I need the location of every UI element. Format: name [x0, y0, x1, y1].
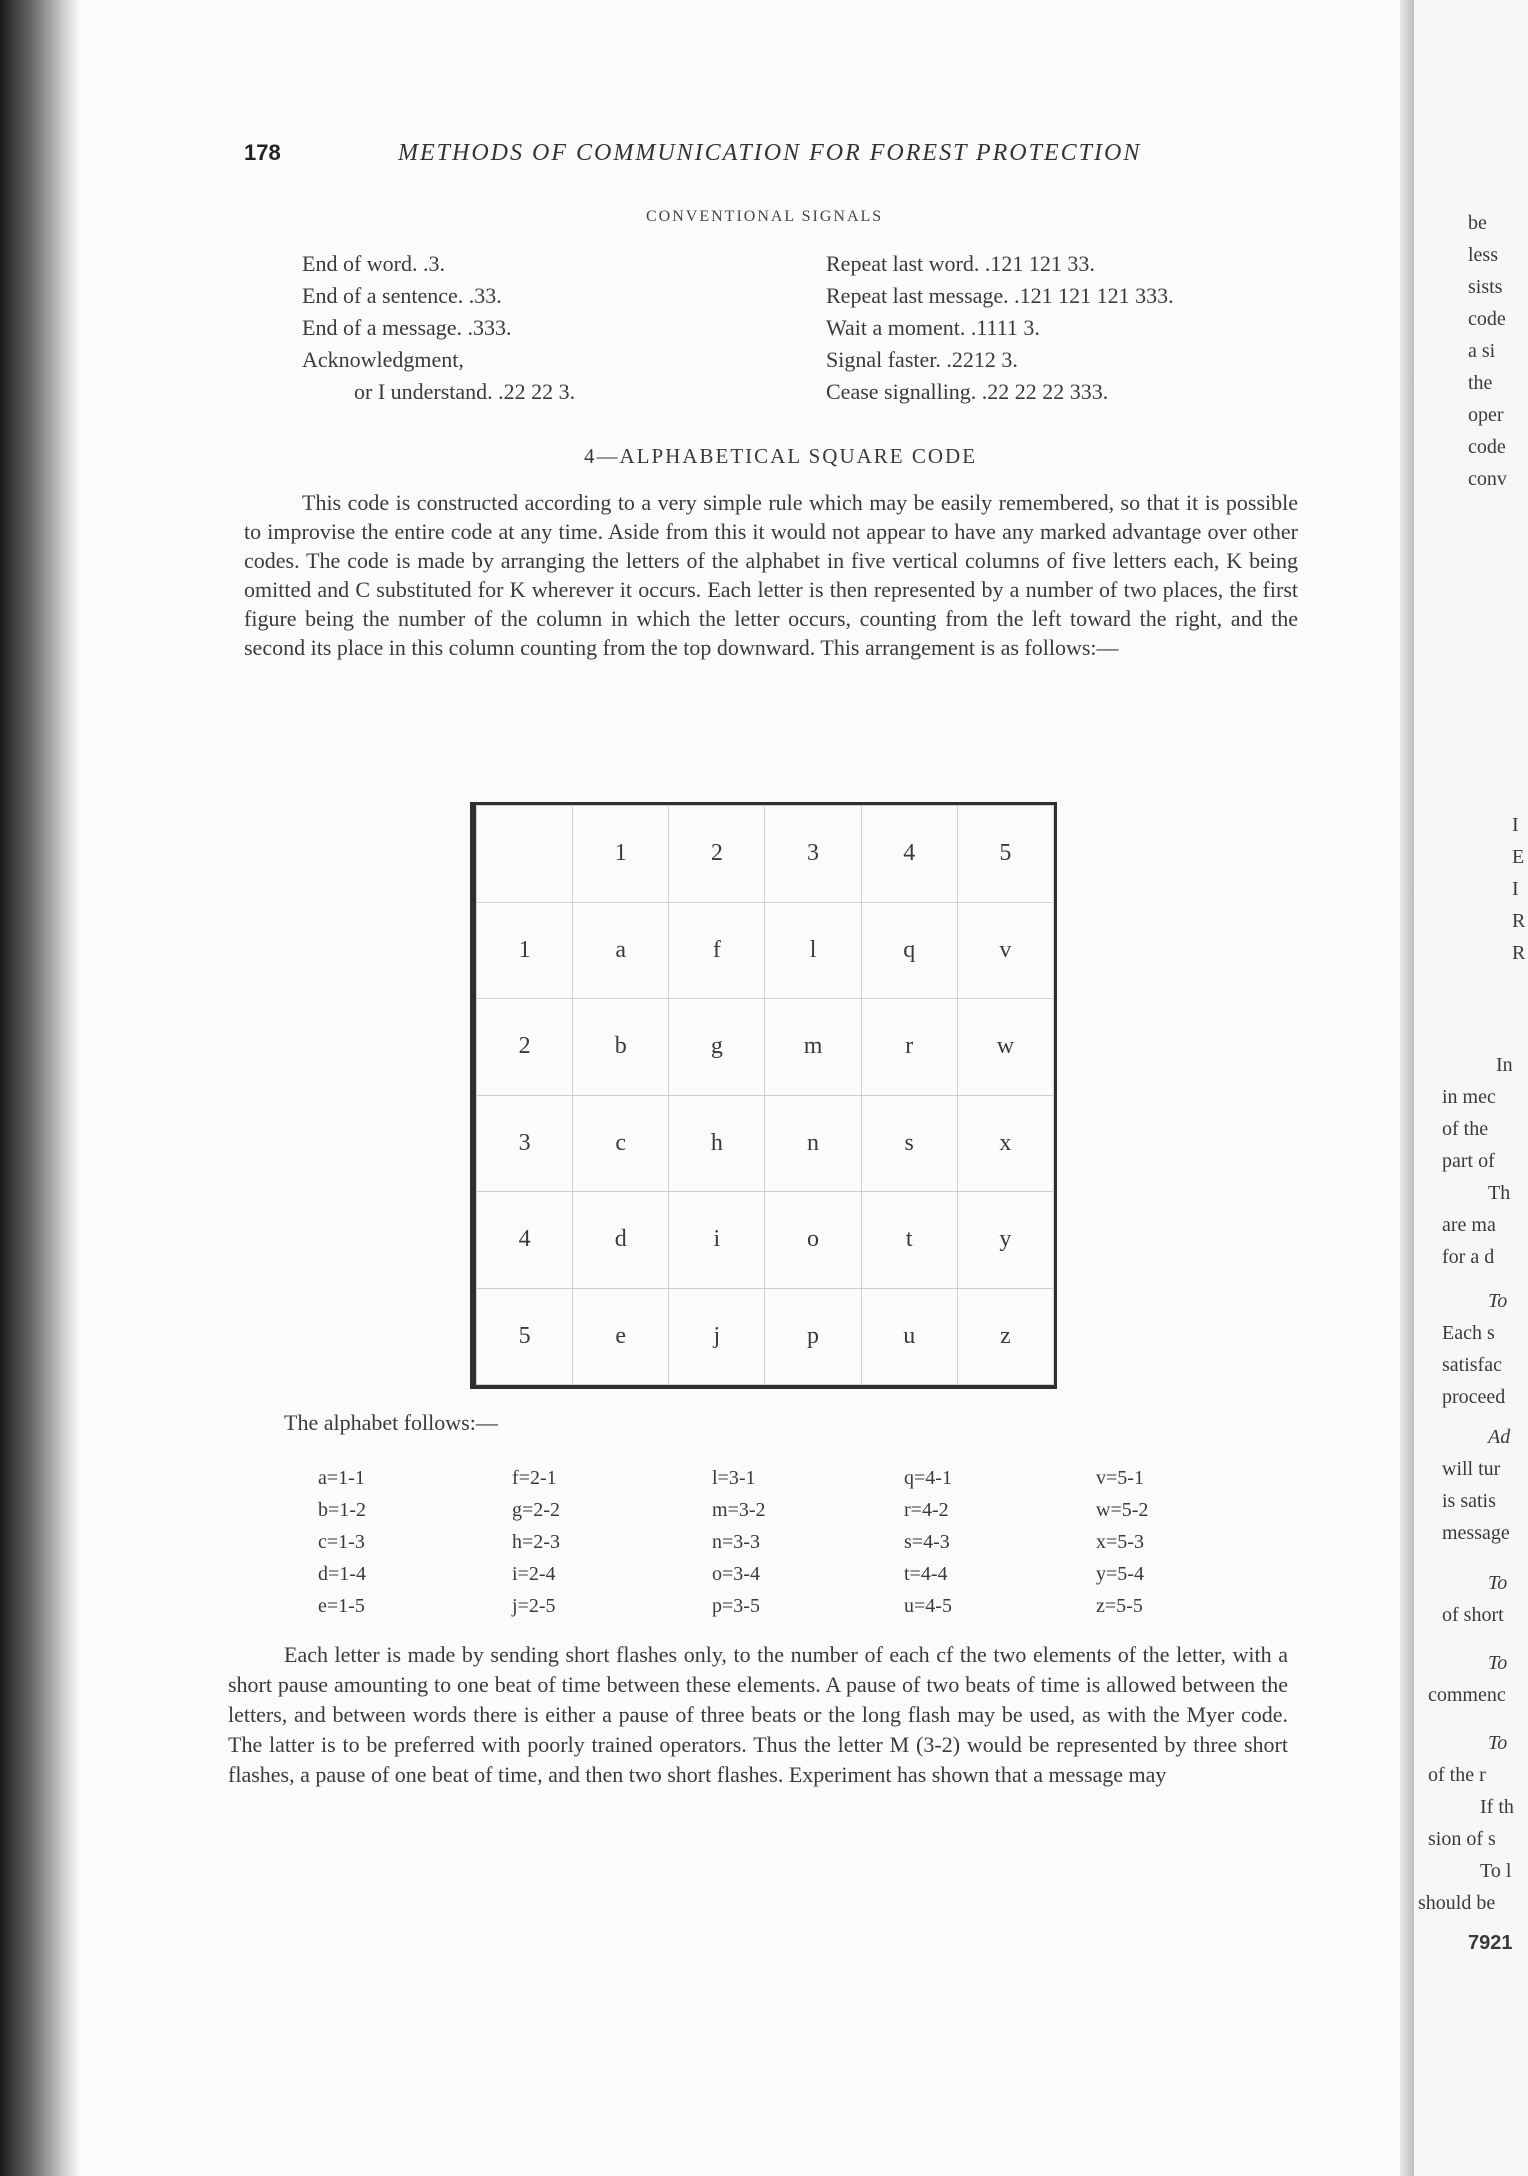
alphabet-entry: x=5-3 [1096, 1531, 1144, 1553]
alphabet-entry: b=1-2 [318, 1499, 366, 1521]
signal-entry: End of word. .3. [302, 251, 445, 276]
right-page-fragment: Th [1488, 1182, 1511, 1204]
right-page-fragment: of the [1442, 1118, 1489, 1140]
alphabet-column [1096, 1462, 1148, 1622]
alphabet-entry: n=3-3 [712, 1531, 760, 1553]
grid-row [477, 999, 1054, 1096]
grid-header-row [477, 806, 1054, 903]
grid-row-number: 1 [477, 902, 573, 999]
right-page-fragment: proceed [1442, 1386, 1506, 1408]
right-page-fragment: are ma [1442, 1214, 1496, 1236]
alphabet-entry: z=5-5 [1096, 1595, 1143, 1617]
signal-entry: Repeat last message. .121 121 121 333. [826, 283, 1174, 308]
right-page-fragment: conv [1468, 468, 1507, 490]
intro-paragraph [244, 488, 1298, 662]
alphabet-intro: The alphabet follows:— [284, 1410, 498, 1435]
right-page-fragment: message [1442, 1522, 1510, 1544]
signal-entry: Acknowledgment, [302, 347, 464, 372]
signals-left-column [302, 248, 575, 408]
alphabet-entry: e=1-5 [318, 1595, 365, 1617]
alphabet-entry: h=2-3 [512, 1531, 560, 1553]
grid-letter: o [765, 1192, 861, 1289]
alphabet-entry: s=4-3 [904, 1531, 950, 1553]
signals-right-column [826, 248, 1174, 408]
right-page-fragment: To [1488, 1290, 1508, 1312]
right-page-fragment: To [1488, 1652, 1508, 1674]
grid-column-number: 5 [957, 806, 1053, 903]
alphabet-entry: j=2-5 [512, 1595, 556, 1617]
grid-letter: u [861, 1288, 957, 1385]
grid-letter: j [669, 1288, 765, 1385]
right-page-fragment: sion of s [1428, 1828, 1496, 1850]
alphabet-entry: g=2-2 [512, 1499, 560, 1521]
alphabet-entry: w=5-2 [1096, 1499, 1149, 1521]
grid-row-number: 4 [477, 1192, 573, 1289]
grid-letter: i [669, 1192, 765, 1289]
right-page-fragment: oper [1468, 404, 1504, 426]
right-page-fragment: If th [1480, 1796, 1514, 1818]
grid-row-number: 2 [477, 999, 573, 1096]
signal-entry: Wait a moment. .1111 3. [826, 315, 1040, 340]
right-page-fragment: code [1468, 436, 1506, 458]
grid-cell [477, 806, 573, 903]
running-head: METHODS OF COMMUNICATION FOR FOREST PROTECTION [398, 140, 1142, 166]
right-page-fragment: I [1512, 878, 1519, 900]
book-gutter [1400, 0, 1414, 2176]
square-code-grid [470, 802, 1057, 1389]
right-page-fragment: Ad [1488, 1426, 1511, 1448]
alphabet-entry: t=4-4 [904, 1563, 948, 1585]
right-page-fragment: in mec [1442, 1086, 1496, 1108]
alphabet-column [904, 1462, 952, 1622]
right-page-fragment: should be [1418, 1892, 1496, 1914]
right-page-fragment: sists [1468, 276, 1503, 298]
book-edge-shadow [0, 0, 80, 2176]
right-page-fragment: In [1496, 1054, 1513, 1076]
signal-entry: Signal faster. .2212 3. [826, 347, 1018, 372]
grid-row [477, 902, 1054, 999]
right-page-fragment: for a d [1442, 1246, 1495, 1268]
right-page [1414, 0, 1528, 2176]
code-grid-table [476, 805, 1054, 1385]
grid-column-number: 2 [669, 806, 765, 903]
right-page-fragment: To [1488, 1572, 1508, 1594]
grid-letter: v [957, 902, 1053, 999]
right-page-fragment: is satis [1442, 1490, 1496, 1512]
alphabet-entry: l=3-1 [712, 1467, 756, 1489]
grid-letter: g [669, 999, 765, 1096]
right-page-fragment: To l [1480, 1860, 1512, 1882]
grid-row-number: 5 [477, 1288, 573, 1385]
alphabet-column [318, 1462, 366, 1622]
signal-entry: End of a message. .333. [302, 315, 512, 340]
grid-letter: e [573, 1288, 669, 1385]
grid-letter: w [957, 999, 1053, 1096]
intro-text: This code is constructed according to a very simple rule which may be easily remembered, so that it is possible to improvise the entire code at any time. Aside from this it would not appear to have any marked advantage over other codes. The code is made by arranging the letters of the alphabet in five vertical columns of five letters each, K being omitted and C substituted for K wherever it occurs. Each letter is then represented by a number of two places, the first figure being the number of the column in which the letter occurs, counting from the left toward the right, and the second its place in this column counting from the top downward. This arrangement is as follows:— [244, 490, 1298, 660]
right-page-fragment: commenc [1428, 1684, 1506, 1706]
alphabet-entry: r=4-2 [904, 1499, 949, 1521]
alphabet-entry: d=1-4 [318, 1563, 366, 1585]
grid-letter: z [957, 1288, 1053, 1385]
right-page-fragment: will tur [1442, 1458, 1501, 1480]
right-page-fragment: Each s [1442, 1322, 1495, 1344]
right-page-fragment: be [1468, 212, 1487, 234]
narrative-paragraph [228, 1640, 1288, 1790]
right-page-fragment: of short [1442, 1604, 1504, 1626]
grid-letter: q [861, 902, 957, 999]
grid-row [477, 1288, 1054, 1385]
right-page-fragment: satisfac [1442, 1354, 1502, 1376]
grid-column-number: 4 [861, 806, 957, 903]
alphabet-entry: u=4-5 [904, 1595, 952, 1617]
right-page-fragment: 7921 [1468, 1932, 1513, 1954]
grid-letter: a [573, 902, 669, 999]
right-page-fragment: the [1468, 372, 1493, 394]
grid-letter: s [861, 1095, 957, 1192]
grid-letter: t [861, 1192, 957, 1289]
grid-letter: x [957, 1095, 1053, 1192]
alphabet-entry: i=2-4 [512, 1563, 556, 1585]
signal-entry: Repeat last word. .121 121 33. [826, 251, 1095, 276]
grid-letter: y [957, 1192, 1053, 1289]
right-page-fragment: less [1468, 244, 1498, 266]
narrative-text: Each letter is made by sending short flashes only, to the number of each cf the two elements of the letter, with a short pause amounting to one beat of time between these elements. A pause of two beats of time is allowed between the letters, and between words there is either a pause of three beats or the long flash may be used, as with the Myer code. The latter is to be preferred with poorly trained operators. Thus the letter M (3-2) would be represented by three short flashes, a pause of one beat of time, and then two short flashes. Experiment has shown that a message may [228, 1642, 1288, 1787]
alphabet-entry: a=1-1 [318, 1467, 365, 1489]
right-page-fragment: E [1512, 846, 1525, 868]
alphabet-entry: q=4-1 [904, 1467, 952, 1489]
alphabet-entry: o=3-4 [712, 1563, 760, 1585]
grid-row [477, 1192, 1054, 1289]
alphabet-column [512, 1462, 560, 1622]
grid-letter: m [765, 999, 861, 1096]
grid-column-number: 1 [573, 806, 669, 903]
right-page-fragment: of the r [1428, 1764, 1486, 1786]
alphabet-entry: v=5-1 [1096, 1467, 1144, 1489]
alphabet-entry: f=2-1 [512, 1467, 557, 1489]
signal-entry: End of a sentence. .33. [302, 283, 502, 308]
grid-letter: b [573, 999, 669, 1096]
grid-row-number: 3 [477, 1095, 573, 1192]
grid-letter: c [573, 1095, 669, 1192]
right-page-fragment: part of [1442, 1150, 1495, 1172]
right-page-fragment: R [1512, 910, 1526, 932]
alphabet-entry: y=5-4 [1096, 1563, 1144, 1585]
right-page-fragment: To [1488, 1732, 1508, 1754]
signals-heading: CONVENTIONAL SIGNALS [646, 208, 884, 225]
grid-letter: n [765, 1095, 861, 1192]
grid-letter: f [669, 902, 765, 999]
signal-entry: or I understand. .22 22 3. [354, 379, 576, 404]
grid-letter: l [765, 902, 861, 999]
grid-letter: h [669, 1095, 765, 1192]
alphabet-column [712, 1462, 766, 1622]
grid-letter: p [765, 1288, 861, 1385]
right-page-fragment: a si [1468, 340, 1496, 362]
page-number: 178 [244, 140, 281, 165]
alphabet-entry: m=3-2 [712, 1499, 766, 1521]
grid-letter: r [861, 999, 957, 1096]
right-page-fragment: code [1468, 308, 1506, 330]
grid-letter: d [573, 1192, 669, 1289]
right-page-fragment: R [1512, 942, 1526, 964]
alphabet-entry: p=3-5 [712, 1595, 760, 1617]
right-page-fragment: I [1512, 814, 1519, 836]
signal-entry: Cease signalling. .22 22 22 333. [826, 379, 1109, 404]
section-title: 4—ALPHABETICAL SQUARE CODE [584, 444, 978, 468]
alphabet-entry: c=1-3 [318, 1531, 365, 1553]
grid-row [477, 1095, 1054, 1192]
grid-column-number: 3 [765, 806, 861, 903]
